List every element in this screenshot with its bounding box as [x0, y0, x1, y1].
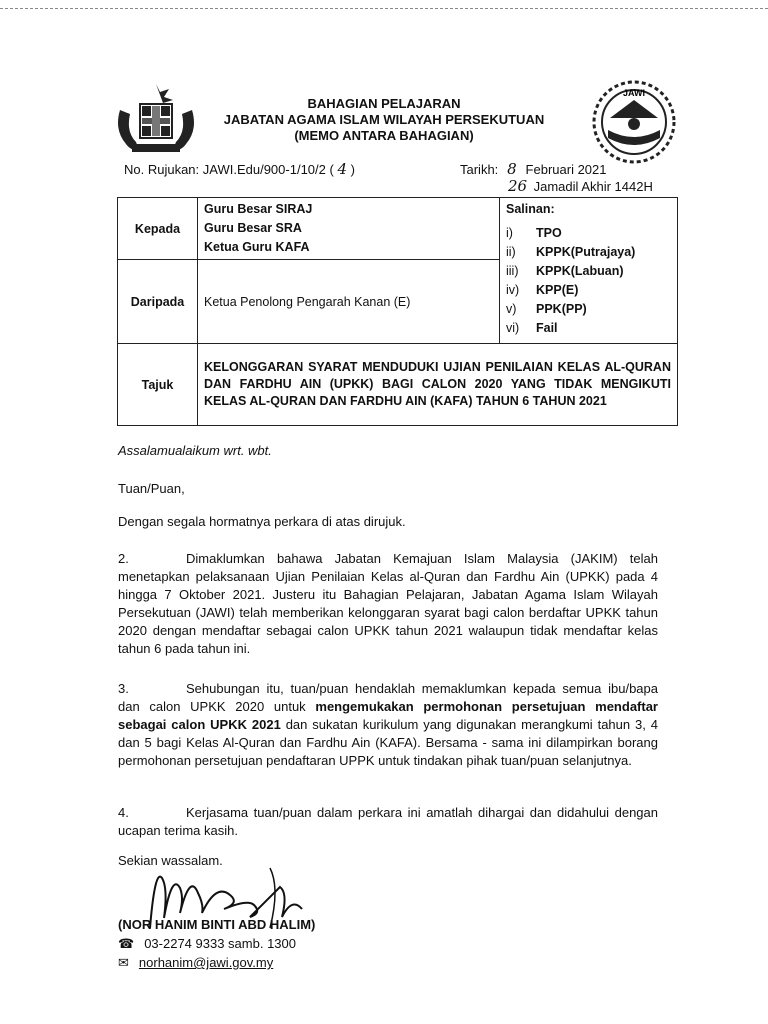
p3-text-bold: mengemukakan permohonan persetujuan mendaftar sebagai calon UPKK 2021	[118, 699, 658, 732]
date-line	[460, 160, 607, 178]
date-gregorian: Februari 2021	[525, 162, 607, 177]
recipient-3: Ketua Guru KAFA	[204, 240, 310, 254]
email-line	[118, 955, 273, 971]
copy-item: v) PPK(PP)	[506, 302, 587, 316]
phone-line	[118, 936, 296, 952]
intro-paragraph: Dengan segala hormatnya perkara di atas dirujuk.	[118, 514, 406, 529]
reference-label: No. Rujukan:	[124, 162, 200, 177]
top-dashed-line	[0, 8, 768, 9]
copy-item: iii) KPPK(Labuan)	[506, 264, 624, 278]
header-line-3: (MEMO ANTARA BAHAGIAN)	[294, 128, 474, 143]
copy-item: iv) KPP(E)	[506, 283, 579, 297]
to-label: Kepada	[118, 198, 198, 260]
p2-number: 2.	[118, 551, 129, 566]
recipient-1: Guru Besar SIRAJ	[204, 202, 313, 216]
greeting: Assalamualaikum wrt. wbt.	[118, 443, 272, 458]
p3-text-a: Sehubungan itu, tuan/puan hendaklah memaklumkan kepada semua ibu/bapa dan calon UPKK 2020 untuk	[118, 681, 658, 714]
hijri-date: Jamadil Akhir 1442H	[533, 179, 653, 194]
copy-item: i) TPO	[506, 226, 562, 240]
hijri-date-line	[508, 177, 653, 195]
from-value: Ketua Penolong Pengarah Kanan (E)	[198, 260, 500, 344]
copy-item: ii) KPPK(Putrajaya)	[506, 245, 636, 259]
copy-item: vi) Fail	[506, 321, 558, 335]
header-line-2: JABATAN AGAMA ISLAM WILAYAH PERSEKUTUAN	[223, 112, 545, 127]
hijri-handwritten-day: 26	[508, 177, 528, 195]
from-label: Daripada	[118, 260, 198, 344]
salutation: Tuan/Puan,	[118, 481, 185, 496]
phone-number: 03-2274 9333 samb. 1300	[144, 936, 296, 951]
jawi-logo-text: JAWI	[622, 88, 646, 98]
p4-text: Kerjasama tuan/puan dalam perkara ini amatlah dihargai dan didahului dengan ucapan terima kasih.	[118, 805, 658, 838]
p4-number: 4.	[118, 805, 129, 820]
memo-table	[117, 197, 678, 426]
p2-text: Dimaklumkan bahawa Jabatan Kemajuan Islam Malaysia (JAKIM) telah menetapkan pelaksanaan Ujian Penilaian Kelas al-Quran dan Fardhu Ain (UPKK) pada 4 hingga 7 Oktober 2021. Justeru itu Bahagian Pelajaran, Jabatan Agama Islam Wilayah Persekutuan (JAWI) telah memberikan kelonggaran syarat bagi calon berdaftar UPKK tahun 2020 dengan mendaftar sebagai calon UPKK tahun 2021 walaupun tidak mendaftar kelas tahun 6 pada tahun ini.	[118, 551, 658, 656]
paragraph-2	[118, 550, 658, 658]
envelope-icon: ✉	[118, 955, 129, 970]
email-link[interactable]: norhanim@jawi.gov.my	[138, 955, 274, 970]
copies-cell	[500, 198, 678, 344]
paragraph-3	[118, 680, 658, 770]
phone-icon: ☎	[118, 936, 135, 951]
closing: Sekian wassalam.	[118, 853, 223, 868]
copies-label: Salinan:	[506, 202, 555, 216]
subject-text: KELONGGARAN SYARAT MENDUDUKI UJIAN PENILAIAN KELAS AL-QURAN DAN FARDHU AIN (UPKK) BAGI CALON 2020 YANG TIDAK MENGIKUTI KELAS AL-QURAN DAN FARDHU AIN (KAFA) TAHUN 6 TAHUN 2021	[198, 344, 678, 426]
signatory-name: (NOR HANIM BINTI ABD HALIM)	[118, 917, 316, 932]
subject-label: Tajuk	[118, 344, 198, 426]
date-handwritten-day: 8	[507, 160, 517, 178]
reference-line	[124, 160, 355, 178]
p3-text-b: dan sukatan kurikulum yang digunakan merangkumi tahun 3, 4 dan 5 bagi Kelas Al-Quran dan Fardhu Ain (KAFA). Bersama - sama ini dilampirkan borang permohonan persetujuan pendaftaran UPPK untuk tindakan pihak tuan/puan selanjutnya.	[118, 717, 658, 768]
reference-handwritten-number: 4	[337, 160, 347, 178]
to-recipients	[198, 198, 500, 260]
p3-number: 3.	[118, 681, 129, 696]
header-line-1: BAHAGIAN PELAJARAN	[307, 96, 461, 111]
date-label: Tarikh:	[460, 162, 499, 177]
reference-close: )	[350, 162, 355, 177]
paragraph-4	[118, 804, 658, 840]
reference-number: JAWI.Edu/900-1/10/2 (	[202, 162, 334, 177]
recipient-2: Guru Besar SRA	[204, 221, 302, 235]
